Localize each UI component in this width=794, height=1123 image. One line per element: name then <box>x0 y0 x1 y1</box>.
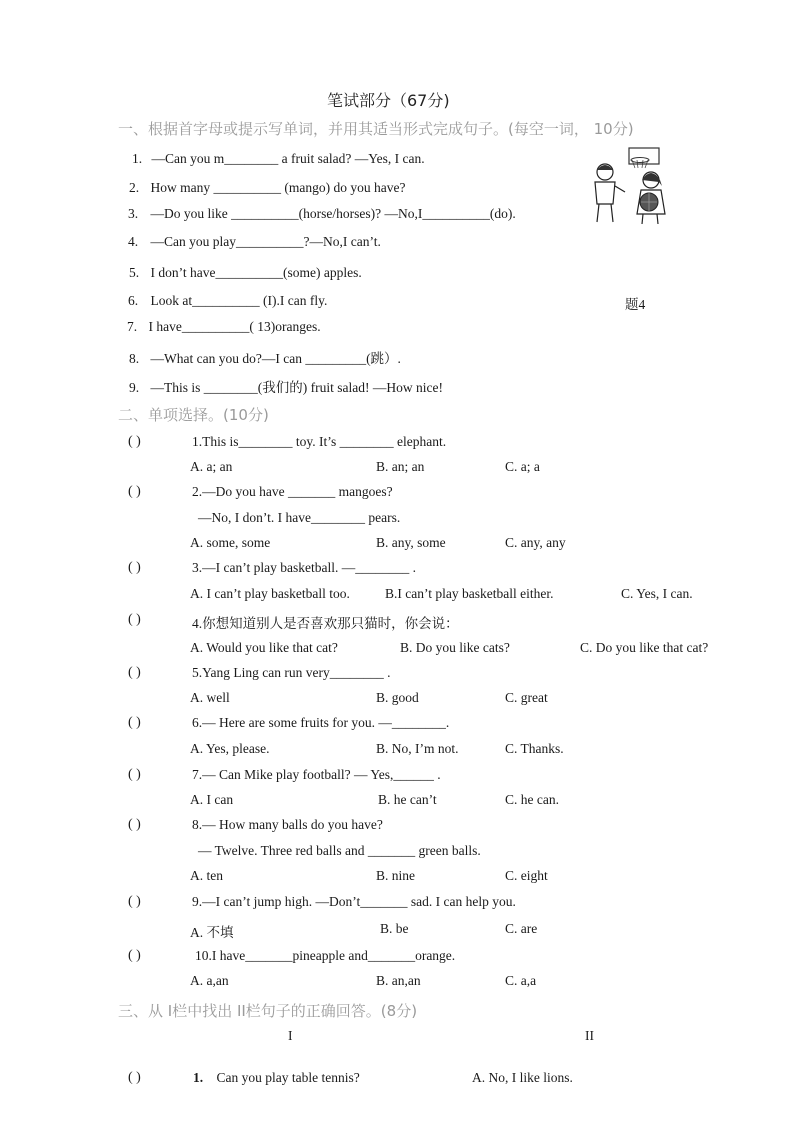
option-a: A. a; an <box>190 459 233 474</box>
item-number: 6. <box>128 293 139 308</box>
answer-paren[interactable]: ( ) <box>128 1070 141 1085</box>
option-a: A. 不填 <box>190 925 234 940</box>
option-c: C. a; a <box>505 459 540 474</box>
option-a: A. Yes, please. <box>190 741 270 756</box>
option-c: C. great <box>505 690 548 705</box>
question-stem-line2: — Twelve. Three red balls and _______ green balls. <box>198 843 481 858</box>
match-answer: A. No, I like lions. <box>472 1070 573 1085</box>
fill-item <box>128 234 381 250</box>
fill-item <box>129 376 443 396</box>
option-a: A. I can’t play basketball too. <box>190 586 350 601</box>
item-number: 1. <box>132 151 143 166</box>
question-number: 1. <box>192 434 203 449</box>
question-number: 4. <box>192 616 203 631</box>
question-stem <box>192 894 516 910</box>
question-text: This is________ toy. It’s ________ elephant. <box>202 434 447 449</box>
question-number: 7. <box>192 767 203 782</box>
question-text: —I can’t jump high. —Don’t_______ sad. I can help you. <box>202 894 516 909</box>
option-b: B.I can’t play basketball either. <box>385 586 554 601</box>
question-number: 6. <box>192 715 203 730</box>
question-text: I have_______pineapple and_______orange. <box>211 948 456 963</box>
item-number: 8. <box>129 351 140 366</box>
question-stem <box>192 665 390 681</box>
item-number: 2. <box>129 180 140 195</box>
option-c: C. any, any <box>505 535 566 550</box>
option-c: C. a,a <box>505 973 537 988</box>
fill-item <box>127 319 321 335</box>
basketball-kids-illustration <box>585 146 680 226</box>
option-a: A. Would you like that cat? <box>190 640 338 655</box>
question-number: 8. <box>192 817 203 832</box>
answer-paren[interactable]: ( ) <box>128 665 141 680</box>
answer-paren[interactable]: ( ) <box>128 817 141 832</box>
match-question <box>193 1070 360 1086</box>
option-b: B. be <box>380 921 409 936</box>
question-stem <box>192 817 383 833</box>
question-stem <box>192 612 459 632</box>
section-1-heading: 一、根据首字母或提示写单词，并用其适当形式完成句子。(每空一词， 10分) <box>118 120 634 138</box>
question-number: 9. <box>192 894 203 909</box>
answer-paren[interactable]: ( ) <box>128 434 141 449</box>
question-number: 1. <box>193 1070 204 1085</box>
option-b: B. No, I’m not. <box>376 741 459 756</box>
option-b: B. an; an <box>376 459 425 474</box>
question-stem <box>192 560 416 576</box>
option-a: A. a,an <box>190 973 229 988</box>
section-2-heading: 二、单项选择。(10分) <box>118 406 269 424</box>
question-text: — How many balls do you have? <box>202 817 383 832</box>
fill-item <box>128 206 516 222</box>
question-stem <box>192 715 449 731</box>
option-c: C. are <box>505 921 538 936</box>
option-a: A. I can <box>190 792 234 807</box>
question-text: Can you play table tennis? <box>216 1070 360 1085</box>
answer-paren[interactable]: ( ) <box>128 767 141 782</box>
page-title: 笔试部分（67分) <box>327 91 450 110</box>
item-text: I don’t have__________(some) apples. <box>150 265 362 280</box>
item-number: 3. <box>128 206 139 221</box>
option-c: C. Do you like that cat? <box>580 640 709 655</box>
option-b: B. Do you like cats? <box>400 640 510 655</box>
question-number: 10. <box>195 948 212 963</box>
item-text: —Can you play__________?—No,I can’t. <box>150 234 381 249</box>
question-text: — Here are some fruits for you. —________. <box>202 715 450 730</box>
option-b: B. any, some <box>376 535 446 550</box>
fill-item <box>129 265 362 281</box>
option-a: A. well <box>190 690 230 705</box>
question-number: 3. <box>192 560 203 575</box>
item-number: 7. <box>127 319 138 334</box>
option-c: C. eight <box>505 868 548 883</box>
option-c: C. Yes, I can. <box>621 586 693 601</box>
answer-paren[interactable]: ( ) <box>128 560 141 575</box>
question-stem <box>192 434 446 450</box>
answer-paren[interactable]: ( ) <box>128 484 141 499</box>
question-stem <box>195 948 455 964</box>
question-text: 你想知道别人是否喜欢那只猫时，你会说： <box>202 616 459 631</box>
question-number: 5. <box>192 665 203 680</box>
option-b: B. good <box>376 690 419 705</box>
section-3-heading: 三、从 I栏中找出 II栏句子的正确回答。(8分) <box>118 1002 418 1020</box>
option-a: A. ten <box>190 868 223 883</box>
fill-item <box>129 180 405 196</box>
item-text: —What can you do?—I can _________(跳）. <box>150 351 401 366</box>
fill-item <box>129 347 401 367</box>
item-text: I have__________( 13)oranges. <box>148 319 321 334</box>
option-a: A. some, some <box>190 535 271 550</box>
question-number: 2. <box>192 484 203 499</box>
question-text: —Do you have _______ mangoes? <box>202 484 393 499</box>
item-text: Look at__________ (I).I can fly. <box>150 293 328 308</box>
item-text: —Can you m________ a fruit salad? —Yes, I can. <box>151 151 425 166</box>
question-stem-line2: —No, I don’t. I have________ pears. <box>198 510 401 525</box>
answer-paren[interactable]: ( ) <box>128 715 141 730</box>
option-b: B. he can’t <box>378 792 437 807</box>
fill-item <box>132 151 425 167</box>
question-stem <box>192 767 441 783</box>
question-stem <box>192 484 393 500</box>
question-text: — Can Mike play football? — Yes,______ . <box>202 767 441 782</box>
fill-item <box>128 293 327 309</box>
figure-caption: 题4 <box>625 297 646 312</box>
item-number: 5. <box>129 265 140 280</box>
question-text: —I can’t play basketball. —________ . <box>202 560 416 575</box>
column-header-ii: II <box>585 1028 594 1043</box>
option-c: C. he can. <box>505 792 559 807</box>
answer-paren[interactable]: ( ) <box>128 948 141 963</box>
answer-paren[interactable]: ( ) <box>128 612 141 627</box>
question-text: Yang Ling can run very________ . <box>202 665 391 680</box>
option-b: B. an,an <box>376 973 421 988</box>
item-text: —Do you like __________(horse/horses)? —No,I__________(do). <box>150 206 516 221</box>
column-header-i: I <box>288 1028 293 1043</box>
option-b: B. nine <box>376 868 415 883</box>
item-number: 4. <box>128 234 139 249</box>
item-number: 9. <box>129 380 140 395</box>
answer-paren[interactable]: ( ) <box>128 894 141 909</box>
option-c: C. Thanks. <box>505 741 564 756</box>
item-text: —This is ________(我们的) fruit salad! —How nice! <box>150 380 443 395</box>
item-text: How many __________ (mango) do you have? <box>150 180 406 195</box>
